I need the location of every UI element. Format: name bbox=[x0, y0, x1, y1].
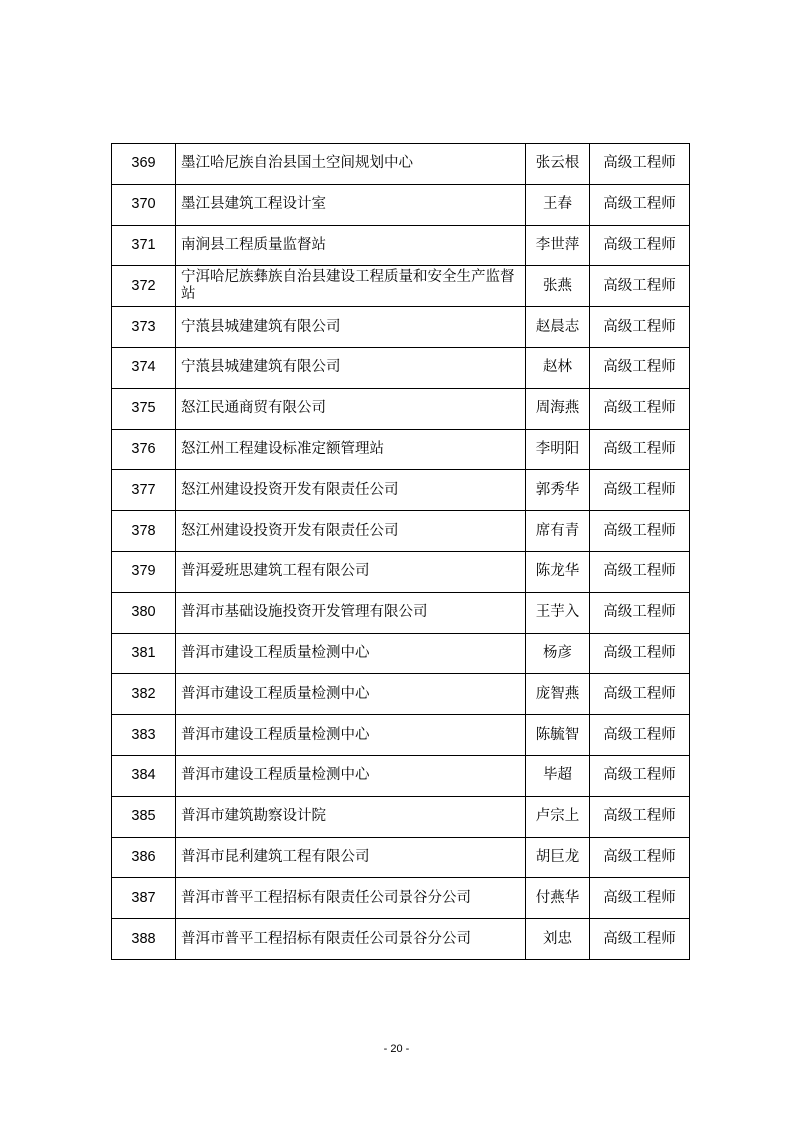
organization-cell: 宁洱哈尼族彝族自治县建设工程质量和安全生产监督站 bbox=[176, 266, 526, 307]
row-number-cell: 371 bbox=[112, 225, 176, 266]
table-row bbox=[112, 755, 690, 796]
person-name-cell: 陈毓智 bbox=[526, 715, 590, 756]
row-number-cell: 375 bbox=[112, 388, 176, 429]
organization-cell: 南涧县工程质量监督站 bbox=[176, 225, 526, 266]
table-row bbox=[112, 388, 690, 429]
person-name-cell: 李世萍 bbox=[526, 225, 590, 266]
person-name-cell: 王芋入 bbox=[526, 592, 590, 633]
person-name-cell: 张燕 bbox=[526, 266, 590, 307]
person-name-cell: 赵晨志 bbox=[526, 307, 590, 348]
job-title-cell: 高级工程师 bbox=[590, 592, 690, 633]
table-row bbox=[112, 225, 690, 266]
organization-cell: 普洱市昆利建筑工程有限公司 bbox=[176, 837, 526, 878]
row-number-cell: 376 bbox=[112, 429, 176, 470]
row-number-cell: 384 bbox=[112, 755, 176, 796]
table-row bbox=[112, 715, 690, 756]
person-name-cell: 陈龙华 bbox=[526, 551, 590, 592]
table-row bbox=[112, 511, 690, 552]
person-name-cell: 刘忠 bbox=[526, 919, 590, 960]
row-number-cell: 388 bbox=[112, 919, 176, 960]
person-name-cell: 杨彦 bbox=[526, 633, 590, 674]
organization-cell: 普洱市建筑勘察设计院 bbox=[176, 796, 526, 837]
person-name-cell: 赵林 bbox=[526, 347, 590, 388]
job-title-cell: 高级工程师 bbox=[590, 225, 690, 266]
table-row bbox=[112, 837, 690, 878]
organization-cell: 普洱市普平工程招标有限责任公司景谷分公司 bbox=[176, 878, 526, 919]
row-number-cell: 370 bbox=[112, 184, 176, 225]
row-number-cell: 377 bbox=[112, 470, 176, 511]
row-number-cell: 379 bbox=[112, 551, 176, 592]
organization-cell: 怒江州建设投资开发有限责任公司 bbox=[176, 511, 526, 552]
organization-cell: 怒江州建设投资开发有限责任公司 bbox=[176, 470, 526, 511]
row-number-cell: 374 bbox=[112, 347, 176, 388]
table-row bbox=[112, 184, 690, 225]
row-number-cell: 382 bbox=[112, 674, 176, 715]
roster-table-body bbox=[112, 144, 690, 960]
row-number-cell: 381 bbox=[112, 633, 176, 674]
job-title-cell: 高级工程师 bbox=[590, 144, 690, 185]
page-number: - 20 - bbox=[383, 1043, 410, 1055]
job-title-cell: 高级工程师 bbox=[590, 266, 690, 307]
table-row bbox=[112, 796, 690, 837]
organization-cell: 普洱市建设工程质量检测中心 bbox=[176, 715, 526, 756]
row-number-cell: 385 bbox=[112, 796, 176, 837]
organization-cell: 宁蒗县城建建筑有限公司 bbox=[176, 307, 526, 348]
job-title-cell: 高级工程师 bbox=[590, 633, 690, 674]
row-number-cell: 386 bbox=[112, 837, 176, 878]
table-row bbox=[112, 878, 690, 919]
job-title-cell: 高级工程师 bbox=[590, 470, 690, 511]
person-name-cell: 胡巨龙 bbox=[526, 837, 590, 878]
row-number-cell: 372 bbox=[112, 266, 176, 307]
row-number-cell: 378 bbox=[112, 511, 176, 552]
table-row bbox=[112, 429, 690, 470]
organization-cell: 普洱市普平工程招标有限责任公司景谷分公司 bbox=[176, 919, 526, 960]
organization-cell: 普洱市建设工程质量检测中心 bbox=[176, 633, 526, 674]
person-name-cell: 庞智燕 bbox=[526, 674, 590, 715]
job-title-cell: 高级工程师 bbox=[590, 511, 690, 552]
table-row bbox=[112, 633, 690, 674]
job-title-cell: 高级工程师 bbox=[590, 755, 690, 796]
person-name-cell: 郭秀华 bbox=[526, 470, 590, 511]
person-name-cell: 周海燕 bbox=[526, 388, 590, 429]
organization-cell: 普洱爱班思建筑工程有限公司 bbox=[176, 551, 526, 592]
row-number-cell: 387 bbox=[112, 878, 176, 919]
job-title-cell: 高级工程师 bbox=[590, 674, 690, 715]
job-title-cell: 高级工程师 bbox=[590, 307, 690, 348]
person-name-cell: 毕超 bbox=[526, 755, 590, 796]
job-title-cell: 高级工程师 bbox=[590, 347, 690, 388]
row-number-cell: 373 bbox=[112, 307, 176, 348]
organization-cell: 普洱市基础设施投资开发管理有限公司 bbox=[176, 592, 526, 633]
table-row bbox=[112, 551, 690, 592]
table-row bbox=[112, 470, 690, 511]
table-row bbox=[112, 144, 690, 185]
table-row bbox=[112, 919, 690, 960]
person-name-cell: 付燕华 bbox=[526, 878, 590, 919]
organization-cell: 普洱市建设工程质量检测中心 bbox=[176, 674, 526, 715]
person-name-cell: 席有青 bbox=[526, 511, 590, 552]
person-name-cell: 李明阳 bbox=[526, 429, 590, 470]
row-number-cell: 383 bbox=[112, 715, 176, 756]
organization-cell: 墨江县建筑工程设计室 bbox=[176, 184, 526, 225]
organization-cell: 宁蒗县城建建筑有限公司 bbox=[176, 347, 526, 388]
job-title-cell: 高级工程师 bbox=[590, 878, 690, 919]
job-title-cell: 高级工程师 bbox=[590, 184, 690, 225]
table-row bbox=[112, 266, 690, 307]
organization-cell: 普洱市建设工程质量检测中心 bbox=[176, 755, 526, 796]
organization-cell: 怒江民通商贸有限公司 bbox=[176, 388, 526, 429]
table-row bbox=[112, 674, 690, 715]
table-row bbox=[112, 307, 690, 348]
organization-cell: 墨江哈尼族自治县国土空间规划中心 bbox=[176, 144, 526, 185]
table-row bbox=[112, 592, 690, 633]
person-name-cell: 张云根 bbox=[526, 144, 590, 185]
job-title-cell: 高级工程师 bbox=[590, 919, 690, 960]
job-title-cell: 高级工程师 bbox=[590, 837, 690, 878]
job-title-cell: 高级工程师 bbox=[590, 388, 690, 429]
organization-cell: 怒江州工程建设标准定额管理站 bbox=[176, 429, 526, 470]
job-title-cell: 高级工程师 bbox=[590, 796, 690, 837]
row-number-cell: 369 bbox=[112, 144, 176, 185]
person-name-cell: 王春 bbox=[526, 184, 590, 225]
roster-table bbox=[111, 143, 690, 960]
row-number-cell: 380 bbox=[112, 592, 176, 633]
job-title-cell: 高级工程师 bbox=[590, 551, 690, 592]
job-title-cell: 高级工程师 bbox=[590, 429, 690, 470]
person-name-cell: 卢宗上 bbox=[526, 796, 590, 837]
job-title-cell: 高级工程师 bbox=[590, 715, 690, 756]
table-row bbox=[112, 347, 690, 388]
